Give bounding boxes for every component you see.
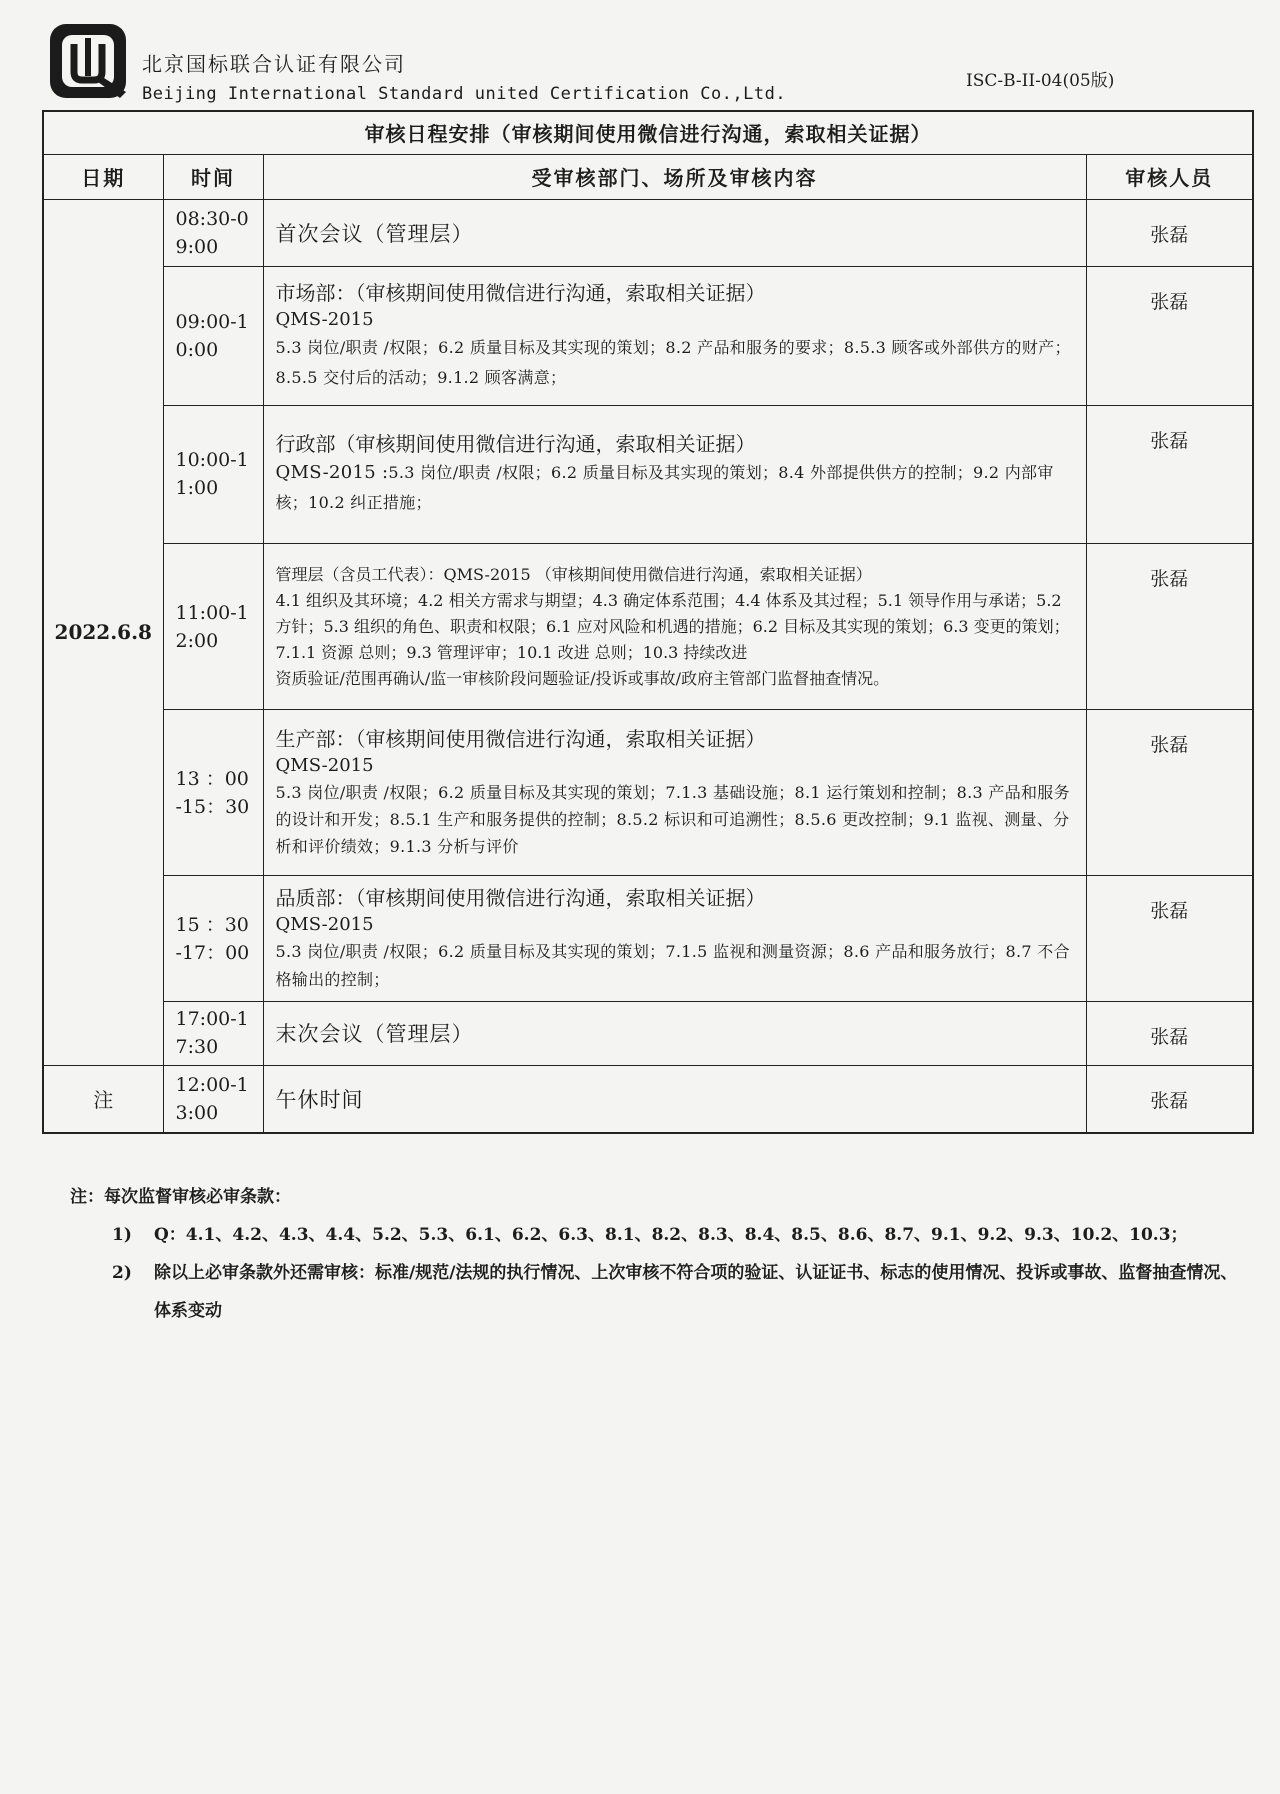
time-slot: 10:00-11:00	[163, 405, 263, 543]
department-line: 市场部：（审核期间使用微信进行沟通，索取相关证据）	[275, 280, 766, 305]
audit-clauses: 4.1 组织及其环境；4.2 相关方需求与期望；4.3 确定体系范围；4.4 体系及其过程；5.1 领导作用与承诺；5.2 方针；5.3 组织的角色、职责和权限；6.1 应对风险和机遇的措施；6.2 目标及其实现的策划；6.3 变更的策划；7.1.1 资源 总则；9.3 管理评审；10.1 改进 总则；10.3 持续改进	[275, 590, 1070, 662]
row-content	[263, 199, 1086, 267]
table-row	[43, 267, 1253, 405]
table-row	[43, 199, 1253, 267]
audit-date: 2022.6.8	[43, 199, 163, 1065]
row-content	[263, 544, 1086, 710]
auditor-name: 张磊	[1086, 710, 1253, 876]
department-line: 品质部：（审核期间使用微信进行沟通，索取相关证据）	[275, 885, 766, 910]
table-row	[43, 405, 1253, 543]
auditor-name: 张磊	[1086, 876, 1253, 1002]
standard-code: QMS-2015	[275, 308, 374, 330]
form-code: ISC-B-II-04(05版)	[966, 71, 1115, 91]
row-content	[263, 876, 1086, 1002]
auditor-name: 张磊	[1086, 405, 1253, 543]
department-line: 管理层（含员工代表）：QMS-2015 （审核期间使用微信进行沟通，索取相关证据）	[275, 564, 872, 584]
col-header-auditor: 审核人员	[1086, 154, 1253, 199]
audit-schedule-table	[42, 110, 1254, 1134]
table-row	[43, 876, 1253, 1002]
break-label: 午休时间	[275, 1087, 364, 1112]
auditor-name: 张磊	[1086, 1002, 1253, 1066]
col-header-time: 时间	[163, 154, 263, 199]
time-slot: 13 ：00-15：30	[163, 710, 263, 876]
audit-extra-items: 资质验证/范围再确认/监一审核阶段问题验证/投诉或事故/政府主管部门监督抽查情况。	[275, 668, 890, 688]
time-slot: 12:00-13:00	[163, 1065, 263, 1133]
company-logo-icon	[48, 22, 132, 102]
note-label: 注	[43, 1065, 163, 1133]
row-content	[263, 405, 1086, 543]
auditor-name: 张磊	[1086, 267, 1253, 405]
department-line: 行政部（审核期间使用微信进行沟通，索取相关证据）	[275, 432, 756, 457]
bottom-notes	[70, 1178, 1250, 1330]
audit-clauses: 5.3 岗位/职责 /权限；6.2 质量目标及其实现的策划；7.1.5 监视和测量资源；8.6 产品和服务放行；8.7 不合格输出的控制；	[275, 941, 1070, 989]
auditor-name: 张磊	[1086, 199, 1253, 267]
note-text: 除以上必审条款外还需审核：标准/规范/法规的执行情况、上次审核不符合项的验证、认证证书、标志的使用情况、投诉或事故、监督抽查情况、体系变动	[154, 1263, 1238, 1321]
table-row	[43, 1002, 1253, 1066]
note-text: Q：4.1、4.2、4.3、4.4、5.2、5.3、6.1、6.2、6.3、8.1、8.2、8.3、8.4、8.5、8.6、8.7、9.1、9.2、9.3、10.2、10.3；	[154, 1225, 1188, 1245]
row-content	[263, 1065, 1086, 1133]
company-name-en: Beijing International Standard united Certification Co.,Ltd.	[142, 84, 787, 104]
auditor-name: 张磊	[1086, 1065, 1253, 1133]
time-slot: 15 ：30-17：00	[163, 876, 263, 1002]
audit-clauses: 5.3 岗位/职责 /权限；6.2 质量目标及其实现的策划；8.4 外部提供供方的控制；9.2 内部审核；10.2 纠正措施；	[275, 463, 1054, 513]
standard-code: QMS-2015 :	[275, 462, 389, 484]
col-header-content: 受审核部门、场所及审核内容	[263, 154, 1086, 199]
auditor-name: 张磊	[1086, 544, 1253, 710]
table-row-note	[43, 1065, 1253, 1133]
note-number: 2)	[112, 1263, 132, 1283]
note-number: 1)	[112, 1225, 132, 1245]
table-header-row	[43, 154, 1253, 199]
col-header-date: 日期	[43, 154, 163, 199]
audit-clauses: 5.3 岗位/职责 /权限；6.2 质量目标及其实现的策划；8.2 产品和服务的要求；8.5.3 顾客或外部供方的财产；8.5.5 交付后的活动；9.1.2 顾客满意；	[275, 337, 1071, 387]
table-title-row	[43, 111, 1253, 154]
table-row	[43, 544, 1253, 710]
row-content	[263, 710, 1086, 876]
meeting-name: 首次会议（管理层）	[275, 221, 474, 246]
standard-code: QMS-2015	[275, 913, 374, 935]
notes-heading: 注：每次监督审核必审条款：	[70, 1187, 291, 1207]
note-item	[70, 1216, 1250, 1254]
audit-clauses: 5.3 岗位/职责 /权限；6.2 质量目标及其实现的策划；7.1.3 基础设施；8.1 运行策划和控制；8.3 产品和服务的设计和开发；8.5.1 生产和服务提供的控制；8.5.2 标识和可追溯性；8.5.6 更改控制；9.1 监视、测量、分析和评价绩效；9.1.3 分析与评价	[275, 783, 1070, 857]
row-content	[263, 1002, 1086, 1066]
company-name-cn: 北京国标联合认证有限公司	[142, 52, 406, 76]
time-slot: 17:00-17:30	[163, 1002, 263, 1066]
time-slot: 09:00-10:00	[163, 267, 263, 405]
department-line: 生产部：（审核期间使用微信进行沟通，索取相关证据）	[275, 727, 766, 752]
table-row	[43, 710, 1253, 876]
note-item	[70, 1254, 1250, 1330]
standard-code: QMS-2015	[275, 755, 374, 777]
time-slot: 11:00-12:00	[163, 544, 263, 710]
row-content	[263, 267, 1086, 405]
table-title: 审核日程安排（审核期间使用微信进行沟通，索取相关证据）	[43, 111, 1253, 154]
meeting-name: 末次会议（管理层）	[275, 1022, 474, 1047]
time-slot: 08:30-09:00	[163, 199, 263, 267]
